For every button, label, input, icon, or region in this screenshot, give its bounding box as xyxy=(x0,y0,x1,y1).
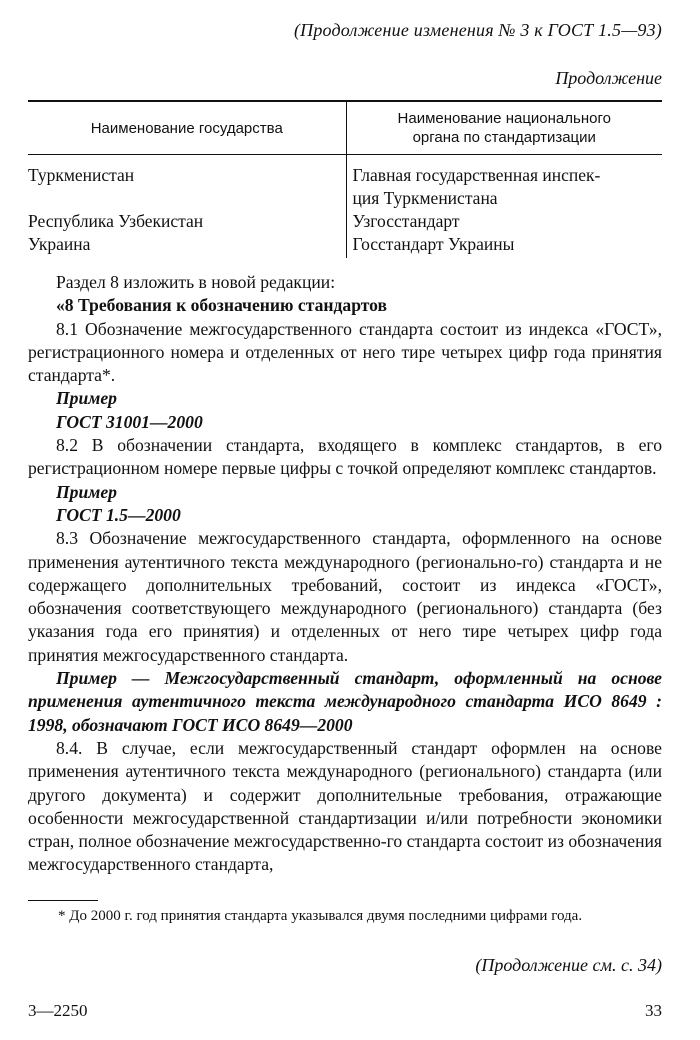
continuation-title: (Продолжение изменения № 3 к ГОСТ 1.5—93) xyxy=(293,20,662,40)
continued-on-note: (Продолжение см. с. 34) xyxy=(475,955,662,975)
order-code: 3—2250 xyxy=(28,1001,88,1020)
col-body-header-line1: Наименование национального xyxy=(397,110,611,127)
col-body-header-line2: органа по стандартизации xyxy=(412,129,596,146)
continued-label: Продолжение xyxy=(555,68,662,88)
example-iso: Пример — Межгосударственный стандарт, оформленный на основе применения аутентичного текста международного стандарта ИСО 8649 : 1998, обозначают ГОСТ ИСО 8649—2000 xyxy=(28,668,662,735)
paragraph-8-4: 8.4. В случае, если межгосударственный стандарт оформлен на основе применения аутентичного текста международного (регионального) стандарта (или другого документа) и содержит дополнительные требования, отражающие особенности межгосударственной стандартизации и/или потребности экономики стран, полное обозначение межгосударственно-го стандарта состоит из обозначения межгосударственного стандарта, xyxy=(28,737,662,875)
example-label: Пример xyxy=(56,388,117,409)
state-column xyxy=(28,155,346,258)
table-cell-body: Главная государственная инспек- xyxy=(352,165,601,185)
body-column xyxy=(346,155,663,258)
table-cell-state: Республика Узбекистан xyxy=(28,211,204,231)
example-label: Пример xyxy=(56,481,117,502)
table-cell-state: Туркменистан xyxy=(28,165,135,185)
footnote-divider xyxy=(28,900,98,901)
table-cell-body: ция Туркменистана xyxy=(352,188,498,208)
example-value: ГОСТ 31001—2000 xyxy=(56,411,203,432)
example-value: ГОСТ 1.5—2000 xyxy=(56,504,181,525)
paragraph-8-2: 8.2 В обозначении стандарта, входящего в комплекс стандартов, в его регистрационном номере первые цифры с точкой определяют комплекс стандартов. xyxy=(28,435,662,479)
intro-paragraph: Раздел 8 изложить в новой редакции: xyxy=(56,272,336,292)
page-number: 33 xyxy=(645,1001,662,1020)
col-state-header: Наименование государства xyxy=(90,119,283,137)
paragraph-8-1: 8.1 Обозначение межгосударственного стандарта состоит из индекса «ГОСТ», регистрационного номера и отделенных от него тире четырех цифр года принятия стандарта*. xyxy=(28,318,662,386)
table-header xyxy=(28,102,662,155)
table-cell-state: Украина xyxy=(28,234,91,254)
table-cell-body: Узгосстандарт xyxy=(352,211,460,231)
footnote: * До 2000 г. год принятия стандарта указывался двумя последними цифрами года. xyxy=(58,908,583,924)
table-cell-body: Госстандарт Украины xyxy=(352,234,515,254)
paragraph-8-3: 8.3 Обозначение межгосударственного стандарта, оформленного на основе применения аутентичного текста международного (регионально-го) стандарта и не содержащего дополнительных требований, состоит из индекса «ГОСТ», обозначения соответствующего международного (регионального) стандарта (без указания года его принятия) и отделенных от него тире четырех цифр года принятия межгосударственного стандарта. xyxy=(28,528,662,665)
col-body-header xyxy=(346,102,663,154)
states-table xyxy=(28,100,662,258)
main-text xyxy=(28,271,662,877)
section-title: «8 Требования к обозначению стандартов xyxy=(56,295,388,316)
table-body xyxy=(28,155,662,258)
